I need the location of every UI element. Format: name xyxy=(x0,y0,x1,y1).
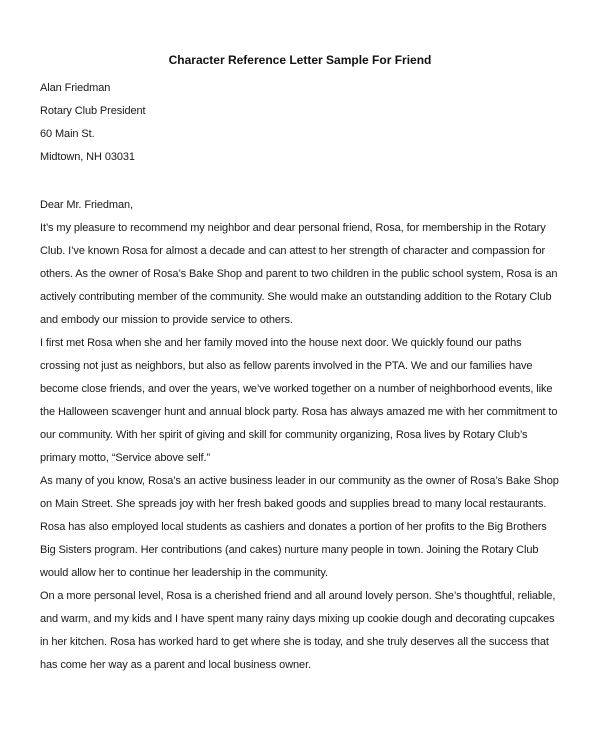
paragraph-introduction: It’s my pleasure to recommend my neighbor and dear personal friend, Rosa, for membership in the Rotary Club. I’ve known Rosa for almost a decade and can attest to her strength of character and compassion for others. As the owner of Rosa’s Bake Shop and parent to two children in the public school system, Rosa is an actively contributing member of the community. She would make an outstanding addition to the Rotary Club and embody our mission to provide service to others. xyxy=(40,222,558,326)
paragraph-neighborhood: I first met Rosa when she and her family moved into the house next door. We quickly found our paths crossing not just as neighbors, but also as fellow parents involved in the PTA. We and our families have become close friends, and over the years, we’ve worked together on a number of neighborhood events, like the Halloween scavenger hunt and annual block party. Rosa has always amazed me with her commitment to our community. With her spirit of giving and skill for community organizing, Rosa lives by Rotary Club’s primary motto, “Service above self.” xyxy=(40,337,558,464)
sender-city: Midtown, NH 03031 xyxy=(40,151,135,163)
letter-body xyxy=(40,217,560,677)
paragraph-business: As many of you know, Rosa’s an active business leader in our community as the owner of Rosa’s Bake Shop on Main Street. She spreads joy with her fresh baked goods and supplies bread to many local restaurants. Rosa has also employed local students as cashiers and donates a portion of her profits to the Big Brothers Big Sisters program. Her contributions (and cakes) nurture many people in town. Joining the Rotary Club would allow her to continue her leadership in the community. xyxy=(40,475,559,579)
sender-name: Alan Friedman xyxy=(40,82,111,94)
sender-role: Rotary Club President xyxy=(40,105,146,117)
sender-street: 60 Main St. xyxy=(40,128,95,140)
document-title: Character Reference Letter Sample For Friend xyxy=(168,53,432,67)
sender-block xyxy=(40,77,560,169)
paragraph-personal: On a more personal level, Rosa is a cherished friend and all around lovely person. She’s thoughtful, reliable, and warm, and my kids and I have spent many rainy days mixing up cookie dough and decorating cupcakes in her kitchen. Rosa has worked hard to get where she is today, and she truly deserves all the success that has come her way as a parent and local business owner. xyxy=(40,590,556,671)
salutation: Dear Mr. Friedman, xyxy=(40,199,133,211)
